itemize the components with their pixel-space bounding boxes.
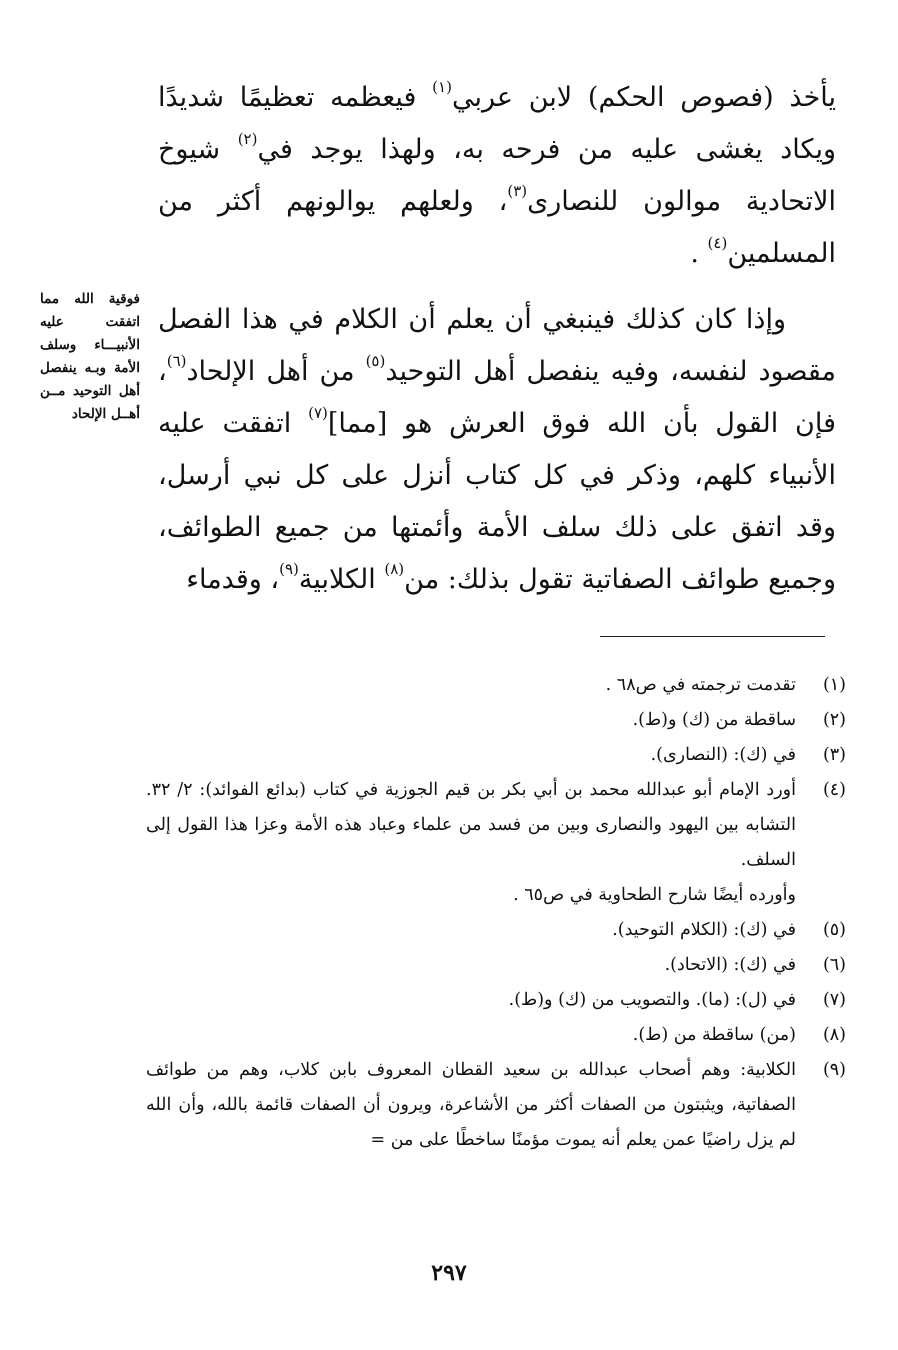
footnote-ref-8[interactable]: (٨) bbox=[384, 560, 405, 578]
footnote-text: في (ك): (الاتحاد). bbox=[664, 955, 796, 975]
footnote-9 bbox=[146, 1053, 846, 1158]
footnote-number: (٩) bbox=[822, 1060, 846, 1080]
text-run: ، ولعلهم يوالونهم أكثر من المسلمين bbox=[158, 186, 836, 269]
page-number: ٢٩٧ bbox=[431, 1260, 467, 1286]
paragraph-1 bbox=[158, 72, 836, 280]
footnote-number: (٧) bbox=[822, 990, 846, 1010]
text-run: ، فإن القول بأن الله فوق العرش هو [مما] bbox=[158, 356, 837, 439]
margin-note: فوقية الله مما اتفقت عليه الأنبيـــاء وسلف الأمة وبـه ينفصل أهل التوحيد مــن أهــل الإلحاد bbox=[40, 291, 140, 422]
footnote-number: (٥) bbox=[822, 920, 846, 940]
footnote-number: (٢) bbox=[822, 710, 846, 730]
footnote-ref-9[interactable]: (٩) bbox=[279, 560, 299, 578]
footnote-1 bbox=[146, 668, 846, 703]
text-run: . bbox=[690, 238, 708, 269]
paragraph-2 bbox=[158, 294, 836, 606]
main-text bbox=[158, 72, 836, 606]
footnote-number: (٣) bbox=[822, 745, 846, 765]
footnote-text: في (ك): (الكلام التوحيد). bbox=[612, 920, 796, 940]
footnote-text: في (ك): (النصارى). bbox=[650, 745, 796, 765]
footnote-ref-7[interactable]: (٧) bbox=[308, 404, 328, 422]
footnote-ref-5[interactable]: (٥) bbox=[365, 352, 386, 370]
footnote-text: ساقطة من (ك) و(ط). bbox=[632, 710, 796, 730]
footnotes bbox=[146, 668, 846, 1158]
footnote-ref-6[interactable]: (٦) bbox=[166, 352, 187, 370]
text-run: يأخذ (فصوص الحكم) لابن عربي bbox=[451, 82, 836, 113]
footnote-text: في (ل): (ما). والتصويب من (ك) و(ط). bbox=[508, 990, 796, 1010]
footnote-8 bbox=[146, 1018, 846, 1053]
footnote-ref-1[interactable]: (١) bbox=[432, 78, 452, 96]
footnote-number: (٨) bbox=[822, 1025, 846, 1045]
text-run: اتفقت عليه الأنبياء كلهم، وذكر في كل كتاب أنزل على كل نبي أرسل، وقد اتفق على ذلك سلف الأمة وأئمتها من جميع الطوائف، وجميع طوائف الصفاتية تقول بذلك: من bbox=[158, 408, 836, 595]
footnote-3 bbox=[146, 738, 846, 773]
footnote-number: (٦) bbox=[822, 955, 846, 975]
footnote-5 bbox=[146, 913, 846, 948]
footnote-4-continuation: وأورده أيضًا شارح الطحاوية في ص٦٥ . bbox=[513, 885, 796, 905]
footnote-text: أورد الإمام أبو عبدالله محمد بن أبي بكر بن قيم الجوزية في كتاب (بدائع الفوائد): ٢/ ٣٢. التشابه بين اليهود والنصارى وبين من فسد من علماء وعباد هذه الأمة وعزا هذا القول إلى السلف. bbox=[146, 780, 796, 870]
footnote-number: (١) bbox=[822, 675, 846, 695]
footnote-2 bbox=[146, 703, 846, 738]
footnote-number: (٤) bbox=[822, 780, 846, 800]
footnote-ref-4[interactable]: (٤) bbox=[707, 234, 728, 252]
text-run: وإذا كان كذلك فينبغي أن يعلم أن الكلام في هذا الفصل مقصود لنفسه، وفيه ينفصل أهل التوحيد bbox=[158, 304, 837, 387]
text-run: ، وقدماء bbox=[186, 564, 280, 595]
text-run: فيعظمه تعظيمًا شديدًا ويكاد يغشى عليه من فرحه به، ولهذا يوجد في bbox=[158, 82, 836, 165]
footnote-ref-2[interactable]: (٢) bbox=[237, 130, 258, 148]
text-run: الكلابية bbox=[298, 564, 385, 595]
footnote-text: (من) ساقطة من (ط). bbox=[632, 1025, 796, 1045]
footnote-4 bbox=[146, 773, 846, 878]
footnote-ref-3[interactable]: (٣) bbox=[507, 182, 528, 200]
footnote-7 bbox=[146, 983, 846, 1018]
text-run: شيوخ الاتحادية موالون للنصارى bbox=[158, 134, 836, 217]
text-run: من أهل الإلحاد bbox=[186, 356, 366, 387]
footnote-text: الكلابية: وهم أصحاب عبدالله بن سعيد القطان المعروف بابن كلاب، وهم من طوائف الصفاتية، ويثبتون من الصفات أكثر من الأشاعرة، ويرون أن الصفات قائمة بالله، وأن الله لم يزل راضيًا عمن يعلم أنه يموت مؤمنًا ساخطًا على من = bbox=[146, 1060, 796, 1150]
footnote-separator bbox=[600, 636, 825, 637]
footnote-6 bbox=[146, 948, 846, 983]
footnote-text: تقدمت ترجمته في ص٦٨ . bbox=[605, 675, 796, 695]
